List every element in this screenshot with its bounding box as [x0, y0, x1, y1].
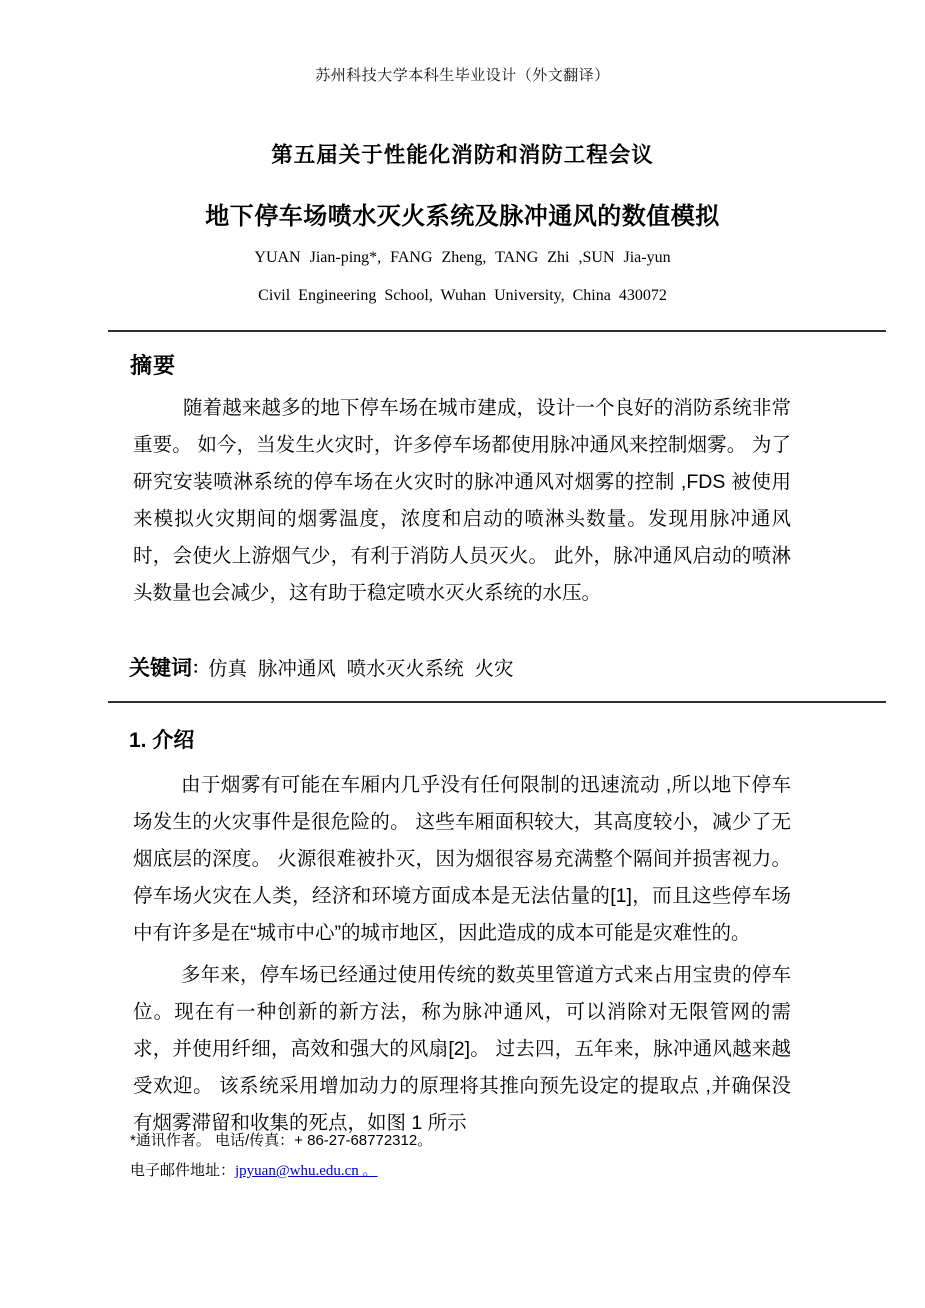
keywords-label: 关键词: [129, 657, 192, 680]
corresponding-author-footnote: *通讯作者。 电话/传真：+ 86-27-68772312。: [130, 1132, 433, 1149]
email-footnote-label: 电子邮件地址：: [130, 1162, 236, 1179]
page-header-label: 苏州科技大学本科生毕业设计（外文翻译）: [315, 67, 610, 84]
introduction-body: [133, 767, 791, 1142]
authors-line: YUAN Jian-ping*, FANG Zheng, TANG Zhi ,SUN Jia-yun: [254, 249, 671, 266]
introduction-paragraph-1: 由于烟雾有可能在车厢内几乎没有任何限制的迅速流动 ,所以地下停车场发生的火灾事件是很危险的。 这些车厢面积较大，其高度较小，减少了无烟底层的深度。 火源很难被扑灭，因为烟很容易充满整个隔间并损害视力。 停车场火灾在人类，经济和环境方面成本是无法估量的[1]，而且这些停车场中有许多是在“城市中心”的城市地区，因此造成的成本可能是灾难性的。: [133, 774, 791, 944]
email-link[interactable]: jpyuan@whu.edu.cn 。: [235, 1163, 378, 1179]
section-divider: [108, 701, 886, 703]
email-footnote: [130, 1160, 830, 1182]
keywords-colon: ：: [192, 660, 209, 677]
introduction-paragraph-2: 多年来，停车场已经通过使用传统的数英里管道方式来占用宝贵的停车位。现在有一种创新的新方法，称为脉冲通风，可以消除对无限管网的需求，并使用纤细，高效和强大的风扇[2]。 过去四，五年来，脉冲通风越来越受欢迎。 该系统采用增加动力的原理将其推向预先设定的提取点 ,并确保没有烟雾滞留和收集的死点，如图 1 所示: [133, 964, 791, 1134]
keywords-line: [129, 652, 829, 682]
affiliation-line: Civil Engineering School, Wuhan University, China 430072: [258, 287, 667, 304]
abstract-paragraph: 随着越来越多的地下停车场在城市建成，设计一个良好的消防系统非常重要。 如今，当发生火灾时，许多停车场都使用脉冲通风来控制烟雾。 为了研究安装喷淋系统的停车场在火灾时的脉冲通风对烟雾的控制 ,FDS 被使用来模拟火灾期间的烟雾温度，浓度和启动的喷淋头数量。发现用脉冲通风时，会使火上游烟气少，有利于消防人员灭火。 此外，脉冲通风启动的喷淋头数量也会减少，这有助于稳定喷水灭火系统的水压。: [133, 397, 791, 604]
conference-title: 第五届关于性能化消防和消防工程会议: [271, 143, 654, 167]
top-divider: [108, 330, 886, 332]
abstract-heading: 摘要: [130, 353, 177, 378]
introduction-heading: 1. 介绍: [129, 729, 195, 752]
paper-title: 地下停车场喷水灭火系统及脉冲通风的数值模拟: [205, 203, 720, 230]
keywords-terms: 仿真 脉冲通风 喷水灭火系统 火灾: [208, 658, 514, 680]
